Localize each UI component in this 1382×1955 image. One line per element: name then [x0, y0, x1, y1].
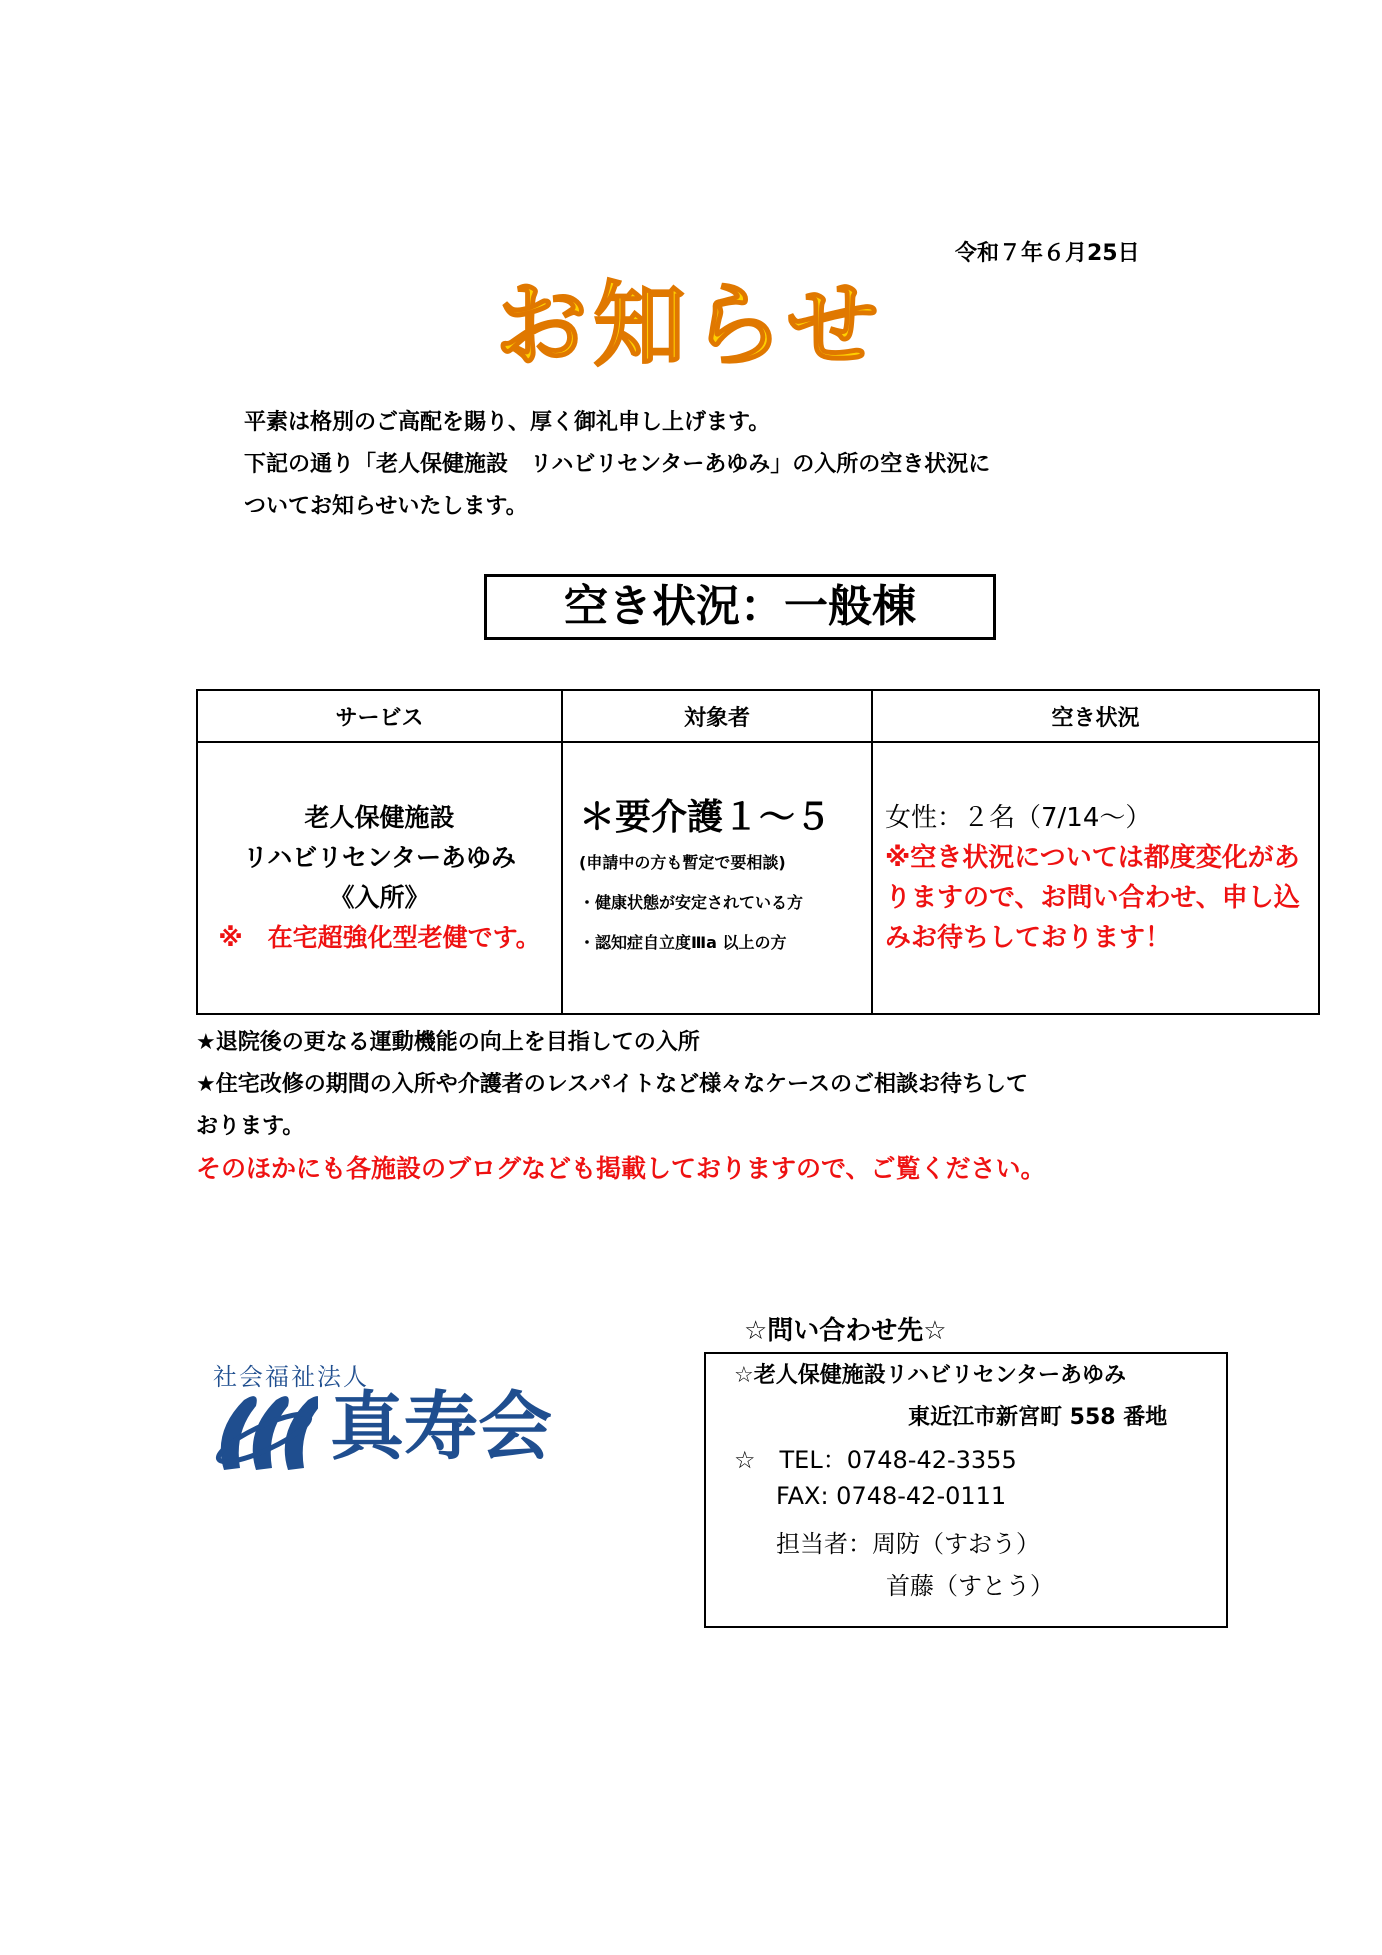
service-line: リハビリセンターあゆみ	[242, 843, 516, 872]
note-line: おります。	[196, 1114, 305, 1139]
target-sub: (申請中の方も暫定で要相談)	[579, 853, 786, 872]
table-header-row	[197, 690, 1319, 742]
contact-person: 担当者：周防（すおう）	[776, 1530, 1040, 1558]
note-line: ★退院後の更なる運動機能の向上を目指しての入所	[196, 1030, 700, 1055]
status-cell	[872, 742, 1319, 1014]
notice-date: 令和７年６月25日	[955, 241, 1140, 266]
header-service: サービス	[197, 690, 562, 742]
intro-line: 平素は格別のご高配を賜り、厚く御礼申し上げます。	[244, 410, 771, 435]
service-cell	[197, 742, 562, 1014]
target-cell	[562, 742, 872, 1014]
service-line: 老人保健施設	[304, 803, 455, 832]
logo-name: 真寿会	[330, 1384, 552, 1470]
status-note: ※空き状況については都度変化がありますので、お問い合わせ、申し込みお待ちしております！	[885, 843, 1300, 953]
header-target: 対象者	[562, 690, 872, 742]
intro-paragraph	[244, 402, 990, 528]
availability-table	[196, 689, 1320, 1015]
contact-person: 首藤（すとう）	[886, 1572, 1054, 1600]
page-title: お知らせ	[495, 272, 885, 379]
notice-red: そのほかにも各施設のブログなども掲載しておりますので、ご覧ください。	[196, 1154, 1046, 1183]
service-line: 《入所》	[329, 883, 430, 912]
contact-address: 東近江市新宮町 558 番地	[908, 1405, 1168, 1430]
note-line: ★住宅改修の期間の入所や介護者のレスパイトなど様々なケースのご相談お待ちして	[196, 1072, 1028, 1097]
logo-mark-icon	[210, 1392, 318, 1476]
header-status: 空き状況	[872, 690, 1319, 742]
target-item: ・認知症自立度Ⅲa 以上の方	[579, 933, 787, 952]
status-main: 女性：２名（7/14～）	[885, 803, 1152, 833]
service-note: ※ 在宅超強化型老健です。	[218, 923, 541, 952]
table-row	[197, 742, 1319, 1014]
contact-tel: ☆ TEL：0748-42-3355	[734, 1446, 1017, 1474]
target-main: ＊要介護１～５	[579, 797, 832, 838]
logo-org-type: 社会福祉法人	[213, 1363, 369, 1391]
target-item: ・健康状態が安定されている方	[579, 893, 804, 912]
contact-facility: ☆老人保健施設リハビリセンターあゆみ	[734, 1363, 1126, 1388]
contact-header: ☆問い合わせ先☆	[744, 1316, 947, 1346]
intro-line: ついてお知らせいたします。	[244, 494, 528, 519]
intro-line: 下記の通り「老人保健施設 リハビリセンターあゆみ」の入所の空き状況に	[244, 452, 991, 477]
contact-box	[704, 1352, 1228, 1628]
status-heading: 空き状況：一般棟	[484, 574, 996, 640]
notes-block	[196, 1022, 1046, 1190]
contact-fax: FAX: 0748-42-0111	[776, 1482, 1007, 1510]
